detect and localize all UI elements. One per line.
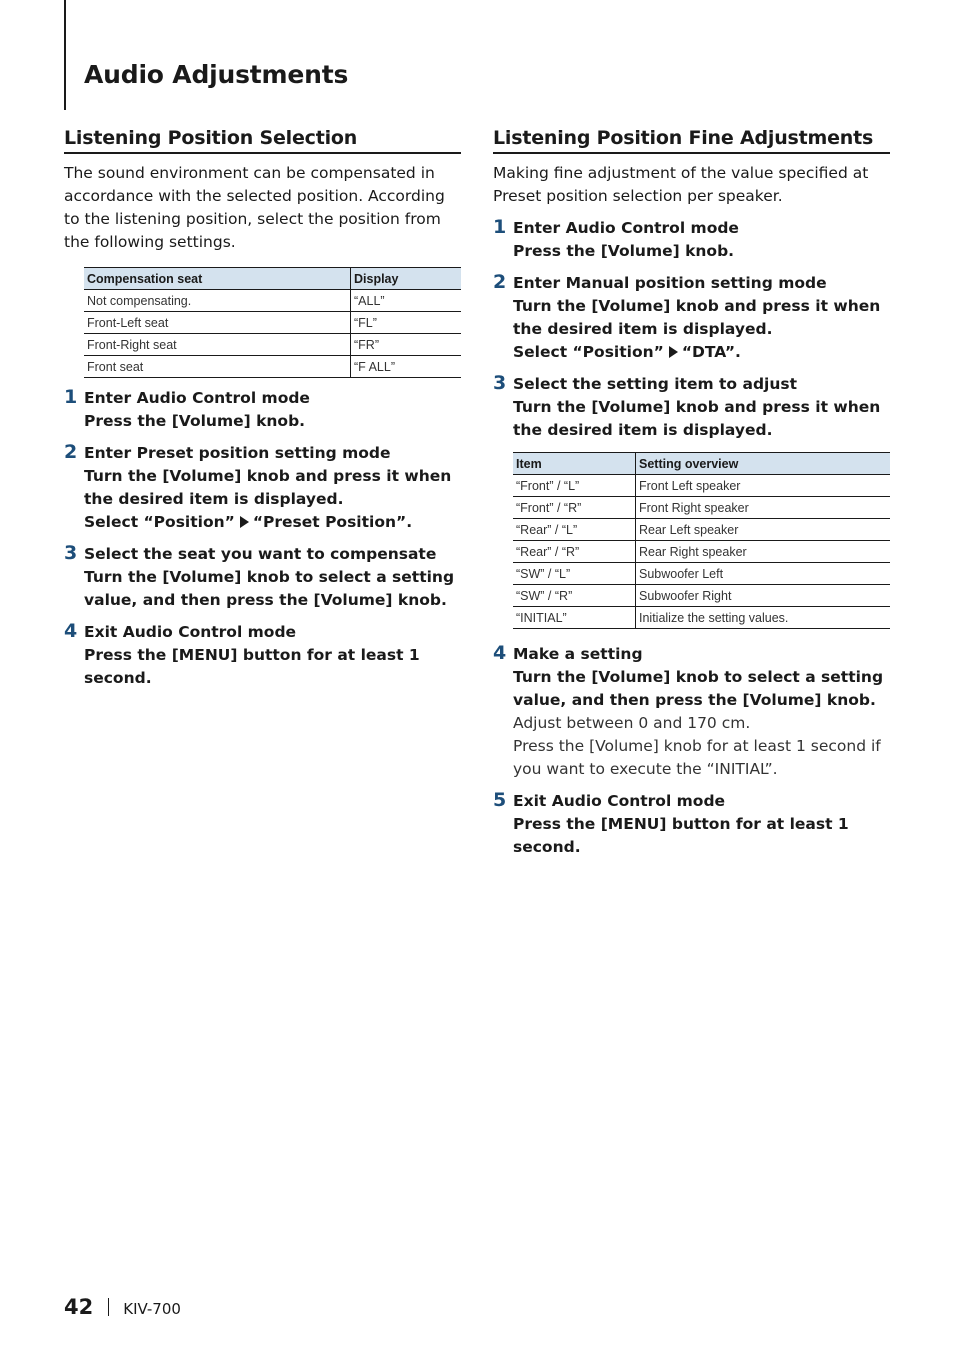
step-select-line [513,341,890,364]
table-cell: Rear Left speaker [636,519,891,541]
page-number: 42 [64,1295,94,1319]
table-cell: Front Left speaker [636,475,891,497]
table-row [84,334,461,356]
step-title: Select the setting item to adjust [513,375,798,393]
table-row [513,563,890,585]
step-title: Enter Manual position setting mode [513,274,827,292]
compensation-seat-table [84,267,461,378]
steps-list [493,217,890,442]
table-cell: “Rear” / “L” [513,519,636,541]
table-row [84,290,461,312]
step-item [64,543,461,612]
right-column [493,127,890,868]
step-instruction: Turn the [Volume] knob and press it when the desired item is displayed. [513,297,881,338]
table-header: Display [351,268,462,290]
step-item [64,621,461,690]
page-title: Audio Adjustments [84,60,349,89]
step-item [493,790,890,859]
chevron-right-icon [669,346,678,358]
table-row [513,541,890,563]
table-cell: Not compensating. [84,290,351,312]
footer-divider [108,1298,109,1316]
step-item [493,643,890,781]
table-cell: Initialize the setting values. [636,607,891,629]
table-row [513,585,890,607]
table-row [84,312,461,334]
step-number: 3 [493,372,507,394]
step-instruction: Press the [Volume] knob. [84,412,306,430]
step-number: 3 [64,542,78,564]
table-header: Compensation seat [84,268,351,290]
select-target: “DTA”. [681,343,741,361]
chevron-right-icon [240,516,249,528]
table-cell: “Front” / “L” [513,475,636,497]
select-target: “Preset Position”. [252,513,413,531]
step-instruction: Press the [MENU] button for at least 1 second. [84,646,420,687]
step-instruction: Turn the [Volume] knob and press it when the desired item is displayed. [513,398,881,439]
table-cell: Subwoofer Right [636,585,891,607]
step-item [64,387,461,433]
step-title: Enter Preset position setting mode [84,444,391,462]
table-header: Item [513,453,636,475]
step-number: 4 [64,620,78,642]
step-title: Enter Audio Control mode [513,219,739,237]
step-item [64,442,461,534]
table-header: Setting overview [636,453,891,475]
select-text: Select “Position” [513,343,664,361]
step-number: 2 [64,441,78,463]
table-cell: “FR” [351,334,462,356]
table-cell: “F ALL” [351,356,462,378]
table-cell: Front-Right seat [84,334,351,356]
step-number: 1 [64,386,78,408]
table-row [513,519,890,541]
section-title-fine-adjustments: Listening Position Fine Adjustments [493,127,890,154]
step-number: 2 [493,271,507,293]
table-cell: Rear Right speaker [636,541,891,563]
step-item [493,373,890,442]
step-title: Exit Audio Control mode [513,792,726,810]
table-cell: “ALL” [351,290,462,312]
step-item [493,217,890,263]
step-title: Select the seat you want to compensate [84,545,437,563]
table-row [513,497,890,519]
table-cell: “FL” [351,312,462,334]
table-row [84,356,461,378]
table-cell: “Front” / “R” [513,497,636,519]
step-title: Exit Audio Control mode [84,623,297,641]
step-number: 5 [493,789,507,811]
left-column [64,127,461,699]
table-row [513,607,890,629]
step-instruction: Turn the [Volume] knob to select a setting value, and then press the [Volume] knob. [84,568,455,609]
step-note: Adjust between 0 and 170 cm. [513,714,751,732]
section-intro: Making fine adjustment of the value specified at Preset position selection per speaker. [493,164,869,205]
table-header-row [84,268,461,290]
section-title-position-selection: Listening Position Selection [64,127,461,154]
model-name: KIV-700 [123,1300,181,1318]
step-instruction: Press the [MENU] button for at least 1 second. [513,815,849,856]
steps-list [64,387,461,690]
step-title: Enter Audio Control mode [84,389,310,407]
section-intro: The sound environment can be compensated in accordance with the selected position. According to the listening position, select the position from the following settings. [64,164,445,251]
step-instruction: Turn the [Volume] knob to select a setting value, and then press the [Volume] knob. [513,668,884,709]
steps-list [493,643,890,859]
step-item [493,272,890,364]
select-text: Select “Position” [84,513,235,531]
step-instruction: Press the [Volume] knob. [513,242,735,260]
step-select-line [84,511,461,534]
step-number: 1 [493,216,507,238]
table-cell: Front-Left seat [84,312,351,334]
table-cell: “SW” / “R” [513,585,636,607]
step-number: 4 [493,642,507,664]
table-cell: “SW” / “L” [513,563,636,585]
table-cell: Front seat [84,356,351,378]
page-footer [64,1295,181,1319]
step-note: Press the [Volume] knob for at least 1 second if you want to execute the “INITIAL”. [513,737,881,778]
step-title: Make a setting [513,645,643,663]
header-rule [64,0,66,110]
step-instruction: Turn the [Volume] knob and press it when the desired item is displayed. [84,467,452,508]
table-cell: Front Right speaker [636,497,891,519]
table-header-row [513,453,890,475]
table-cell: “INITIAL” [513,607,636,629]
table-cell: Subwoofer Left [636,563,891,585]
table-cell: “Rear” / “R” [513,541,636,563]
table-row [513,475,890,497]
setting-item-table [513,452,890,629]
